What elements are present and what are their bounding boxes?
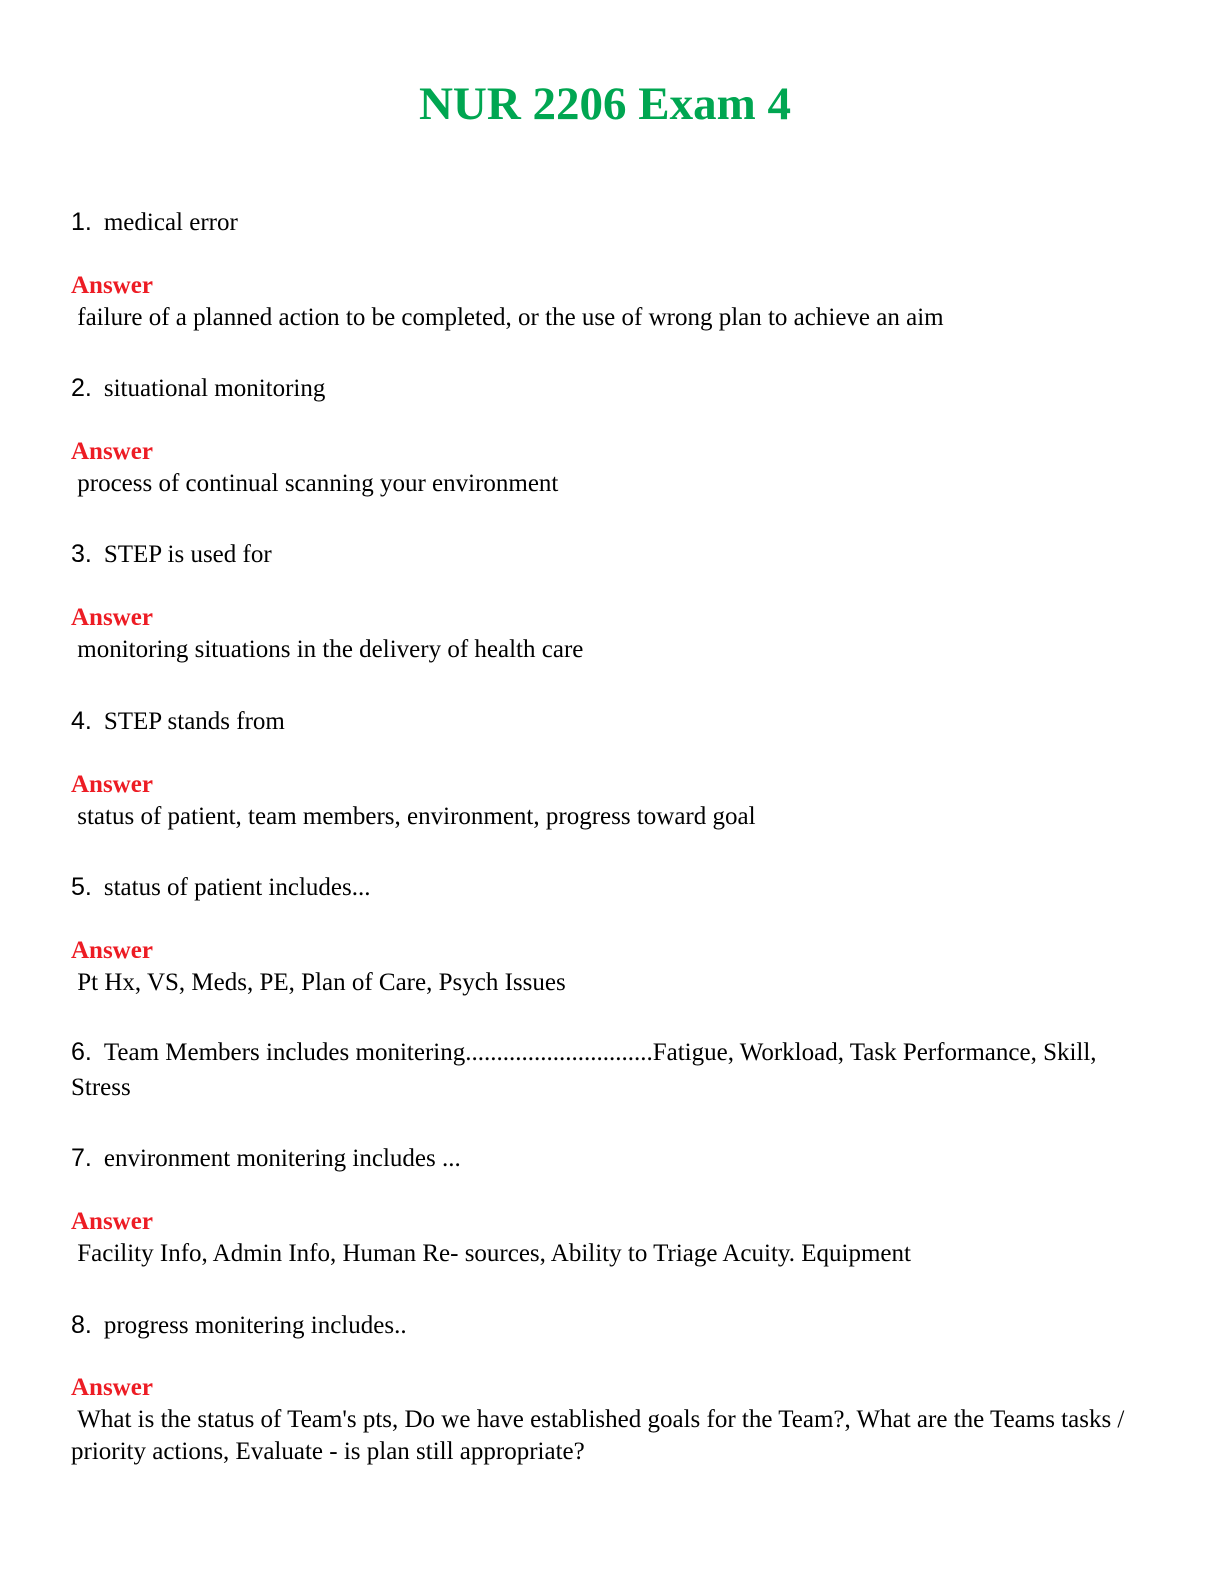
question-text: STEP stands from [103,708,285,735]
question-text: progress monitering includes.. [103,1312,407,1339]
question-text: status of patient includes... [103,874,371,901]
question-1 [71,205,1161,240]
page-title: NUR 2206 Exam 4 [418,78,792,130]
answer-label: Answer [71,438,153,465]
answer-label: Answer [71,272,153,299]
answer-label: Answer [71,771,153,798]
question-text: environment monitering includes ... [103,1145,461,1172]
answer-label: Answer [71,604,153,631]
answer-label: Answer [71,937,153,964]
question-8 [71,1308,1161,1343]
question-text: STEP is used for [103,541,272,568]
question-number: 5. [71,873,92,901]
answer-text: process of continual scanning your environment [71,470,559,497]
question-number: 6. [71,1038,92,1066]
question-5 [71,870,1161,905]
question-text: situational monitoring [103,375,326,402]
question-2 [71,371,1161,406]
question-number: 8. [71,1311,92,1339]
answer-text: monitoring situations in the delivery of health care [71,636,584,663]
answer-text: status of patient, team members, environment, progress toward goal [71,803,756,830]
question-number: 2. [71,374,92,402]
question-text: Team Members includes monitering..............................Fatigue, Workload, Task Performance, Skill, Stress [71,1039,1097,1101]
answer-text: failure of a planned action to be completed, or the use of wrong plan to achieve an aim [71,304,944,331]
question-number: 7. [71,1144,92,1172]
answer-label: Answer [71,1208,153,1235]
question-6 [71,1035,1161,1105]
answer-label: Answer [71,1374,153,1401]
question-7 [71,1141,1161,1176]
question-number: 4. [71,707,92,735]
answer-text: What is the status of Team's pts, Do we have established goals for the Team?, What are the Teams tasks / priority actions, Evaluate - is plan still appropriate? [71,1406,1131,1465]
question-number: 3. [71,540,92,568]
question-4 [71,704,1161,739]
answer-text: Pt Hx, VS, Meds, PE, Plan of Care, Psych Issues [71,969,566,996]
answer-text: Facility Info, Admin Info, Human Re- sources, Ability to Triage Acuity. Equipment [71,1240,911,1267]
question-3 [71,537,1161,572]
question-number: 1. [71,208,92,236]
question-text: medical error [103,209,238,236]
